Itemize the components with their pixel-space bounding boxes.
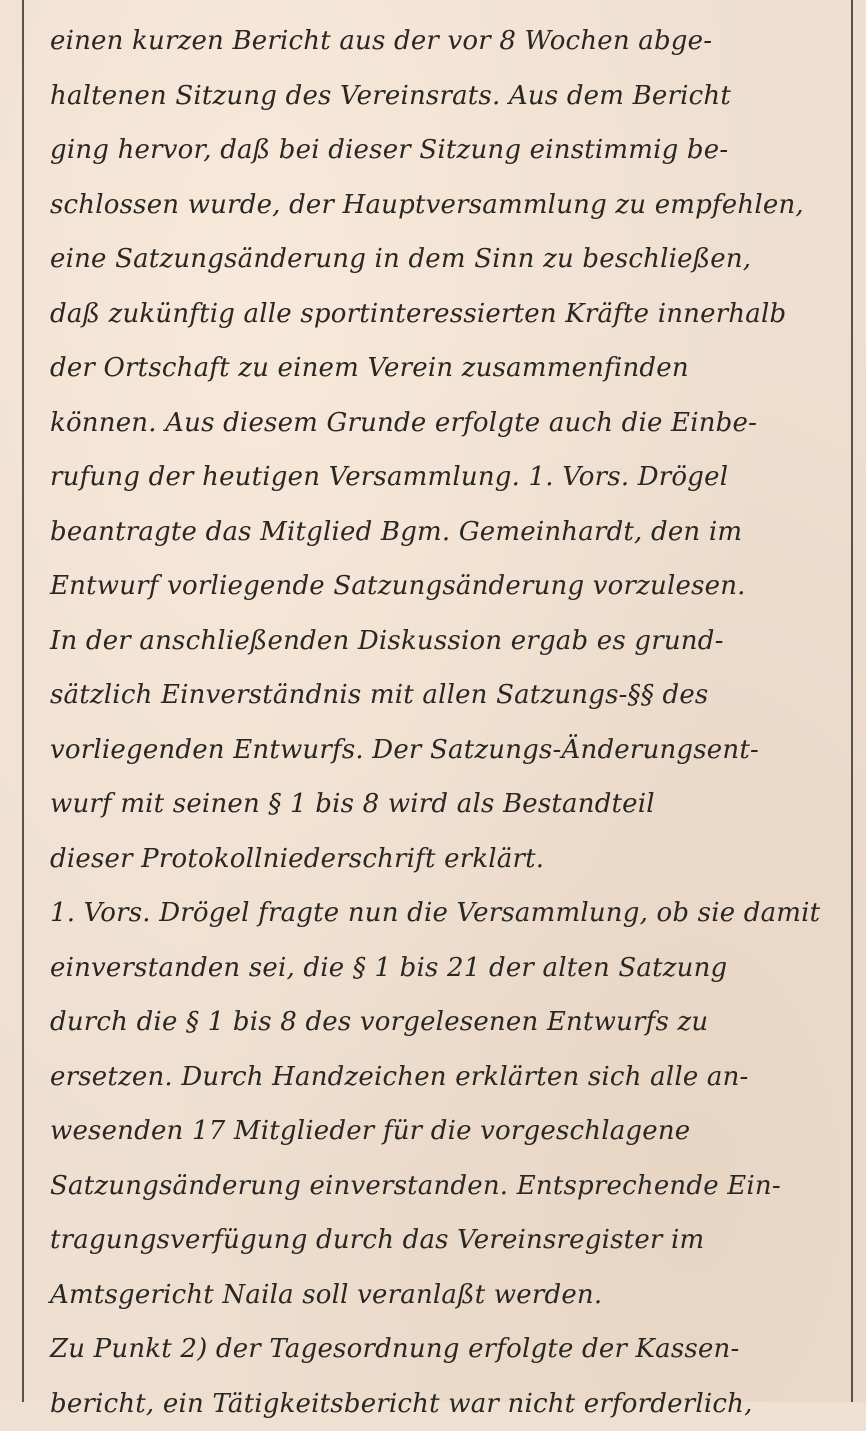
text-line: einen kurzen Bericht aus der vor 8 Wochen abge- xyxy=(50,14,840,69)
text-line: In der anschließenden Diskussion ergab es grund- xyxy=(50,614,840,669)
text-line: einverstanden sei, die § 1 bis 21 der alten Satzung xyxy=(50,941,840,996)
text-line: rufung der heutigen Versammlung. 1. Vors. Drögel xyxy=(50,450,840,505)
text-line: Satzungsänderung einverstanden. Entsprechende Ein- xyxy=(50,1159,840,1214)
handwritten-text-block xyxy=(50,14,840,1431)
text-line: sätzlich Einverständnis mit allen Satzungs-§§ des xyxy=(50,668,840,723)
left-margin-rule xyxy=(22,0,24,1402)
text-line: wurf mit seinen § 1 bis 8 wird als Bestandteil xyxy=(50,777,840,832)
text-line: bericht, ein Tätigkeitsbericht war nicht erforderlich, xyxy=(50,1377,840,1431)
text-line: haltenen Sitzung des Vereinsrats. Aus dem Bericht xyxy=(50,69,840,124)
text-line: schlossen wurde, der Hauptversammlung zu empfehlen, xyxy=(50,178,840,233)
text-line: tragungsverfügung durch das Vereinsregister im xyxy=(50,1213,840,1268)
text-line: 1. Vors. Drögel fragte nun die Versammlung, ob sie damit xyxy=(50,886,840,941)
text-line: können. Aus diesem Grunde erfolgte auch die Einbe- xyxy=(50,396,840,451)
text-line: dieser Protokollniederschrift erklärt. xyxy=(50,832,840,887)
text-line: Zu Punkt 2) der Tagesordnung erfolgte der Kassen- xyxy=(50,1322,840,1377)
text-line: daß zukünftig alle sportinteressierten Kräfte innerhalb xyxy=(50,287,840,342)
text-line: vorliegenden Entwurfs. Der Satzungs-Änderungsent- xyxy=(50,723,840,778)
text-line: Entwurf vorliegende Satzungsänderung vorzulesen. xyxy=(50,559,840,614)
text-line: durch die § 1 bis 8 des vorgelesenen Entwurfs zu xyxy=(50,995,840,1050)
text-line: ersetzen. Durch Handzeichen erklärten sich alle an- xyxy=(50,1050,840,1105)
text-line: Amtsgericht Naila soll veranlaßt werden. xyxy=(50,1268,840,1323)
text-line: der Ortschaft zu einem Verein zusammenfinden xyxy=(50,341,840,396)
text-line: ging hervor, daß bei dieser Sitzung einstimmig be- xyxy=(50,123,840,178)
right-margin-rule xyxy=(851,0,853,1402)
text-line: eine Satzungsänderung in dem Sinn zu beschließen, xyxy=(50,232,840,287)
text-line: wesenden 17 Mitglieder für die vorgeschlagene xyxy=(50,1104,840,1159)
text-line: beantragte das Mitglied Bgm. Gemeinhardt, den im xyxy=(50,505,840,560)
